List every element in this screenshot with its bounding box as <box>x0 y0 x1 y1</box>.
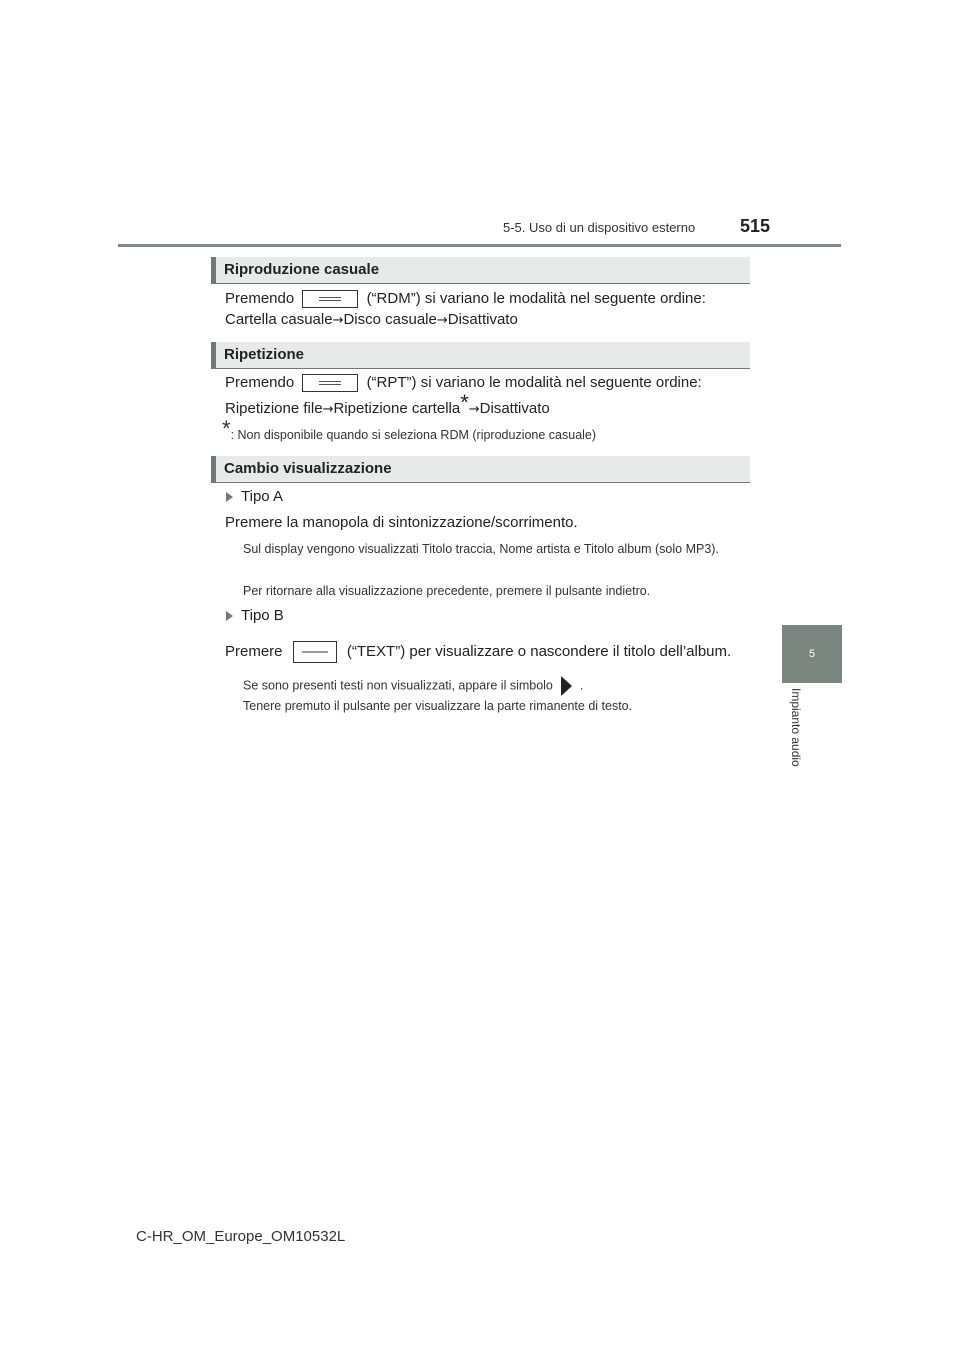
section-title-display: Cambio visualizzazione <box>224 460 392 477</box>
type-a-heading <box>226 488 283 505</box>
header-rule <box>118 244 841 247</box>
section-header-repeat <box>211 342 750 369</box>
repeat-instruction-start: Premendo <box>225 374 295 391</box>
rdm-button-icon <box>302 290 358 308</box>
type-b-instruction-end: (“TEXT”) per visualizzare o nascondere il titolo dell’album. <box>346 642 732 660</box>
section-header-display <box>211 456 750 483</box>
footnote-asterisk: * <box>222 416 231 441</box>
footnote-asterisk: * <box>460 390 469 415</box>
arrow-icon: → <box>468 402 480 417</box>
page-number: 515 <box>740 216 771 236</box>
random-instruction <box>225 290 706 308</box>
repeat-instruction-end: (“RPT”) si variano le modalità nel seguente ordine: <box>366 374 702 391</box>
random-mode-2: Disco casuale <box>343 311 437 328</box>
chapter-tab <box>782 625 842 683</box>
repeat-mode-3: Disattivato <box>479 400 550 417</box>
section-header-random <box>211 257 750 284</box>
random-sequence <box>225 311 518 328</box>
repeat-footnote <box>222 416 597 442</box>
chapter-title: Impianto audio <box>789 688 803 767</box>
type-a-label: Tipo A <box>241 488 283 505</box>
bullet-triangle-icon <box>226 492 233 502</box>
type-b-instruction <box>225 641 731 663</box>
type-b-detail-1-end: . <box>579 678 584 693</box>
text-button-icon <box>293 641 337 663</box>
repeat-sequence <box>225 390 550 417</box>
document-code: C-HR_OM_Europe_OM10532L <box>136 1228 346 1245</box>
arrow-icon: → <box>332 313 344 328</box>
random-instruction-end: (“RDM”) si variano le modalità nel seguente ordine: <box>366 290 706 307</box>
type-b-detail-1 <box>243 676 583 696</box>
type-b-label: Tipo B <box>241 607 284 624</box>
header-section-title: 5-5. Uso di un dispositivo esterno <box>503 220 696 235</box>
type-a-detail-2: Per ritornare alla visualizzazione precedente, premere il pulsante indietro. <box>243 584 651 598</box>
chapter-number: 5 <box>808 648 816 660</box>
random-mode-3: Disattivato <box>447 311 518 328</box>
footnote-text: : Non disponibile quando si seleziona RDM (riproduzione casuale) <box>230 428 597 442</box>
type-a-instruction: Premere la manopola di sintonizzazione/scorrimento. <box>225 514 578 531</box>
type-a-detail-1: Sul display vengono visualizzati Titolo traccia, Nome artista e Titolo album (solo MP3). <box>243 542 719 556</box>
type-b-detail-2: Tenere premuto il pulsante per visualizzare la parte rimanente di testo. <box>243 699 633 713</box>
arrow-icon: → <box>436 313 448 328</box>
type-b-detail-1-start: Se sono presenti testi non visualizzati, appare il simbolo <box>243 678 553 693</box>
random-instruction-start: Premendo <box>225 290 295 307</box>
bullet-triangle-icon <box>226 611 233 621</box>
arrow-icon: → <box>322 402 334 417</box>
repeat-mode-1: Ripetizione file <box>225 400 323 417</box>
section-title-repeat: Ripetizione <box>224 346 305 363</box>
type-b-heading <box>226 607 284 624</box>
more-text-arrow-icon <box>561 676 572 696</box>
random-mode-1: Cartella casuale <box>225 311 333 328</box>
chapter-title-vertical <box>787 688 807 788</box>
repeat-mode-2: Ripetizione cartella <box>333 400 461 417</box>
type-b-instruction-start: Premere <box>225 642 283 660</box>
rpt-button-icon <box>302 374 358 392</box>
section-title-random: Riproduzione casuale <box>224 261 380 278</box>
